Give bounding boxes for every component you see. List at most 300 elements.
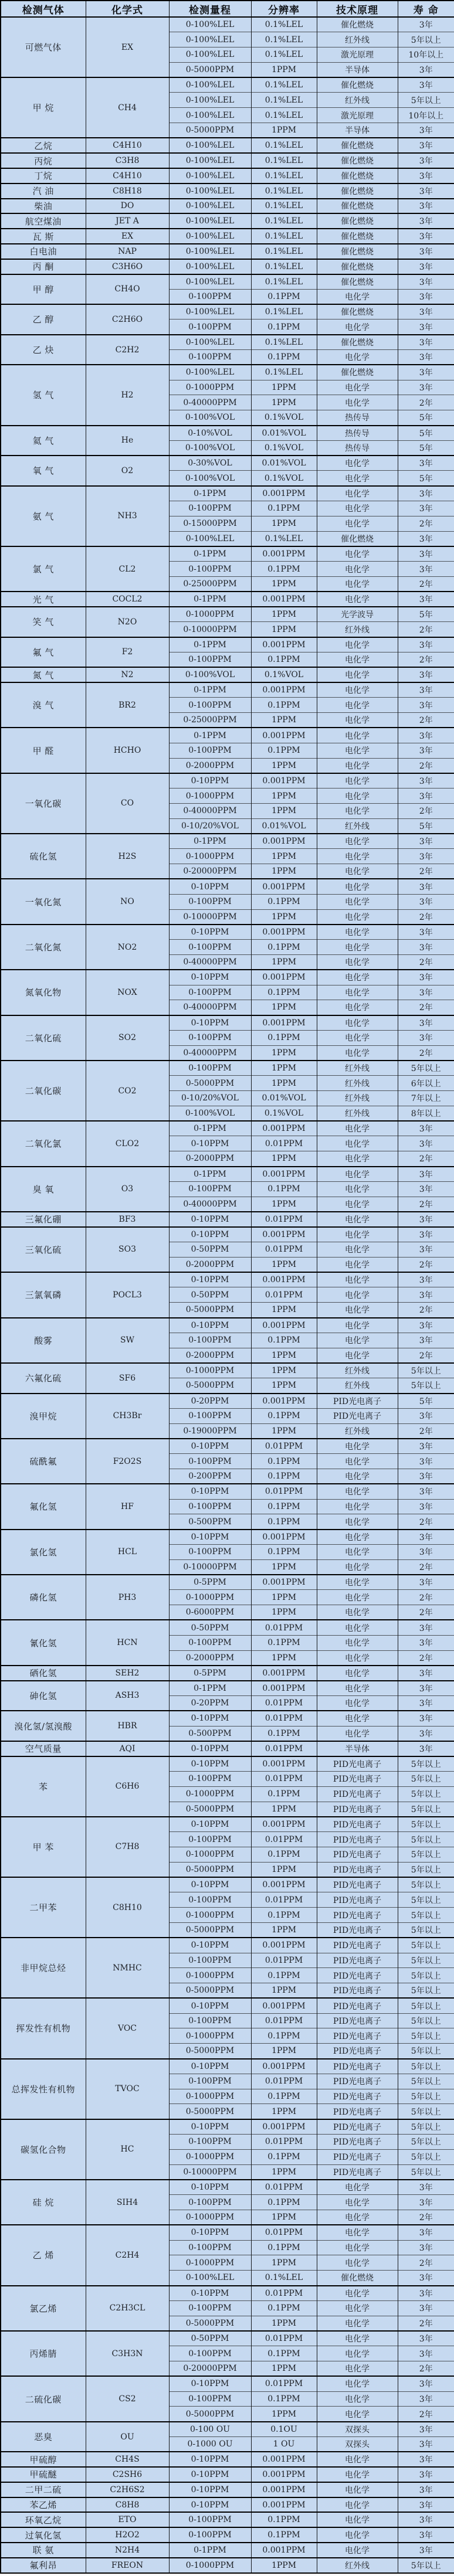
range-cell: 0-100PPM [169,2300,251,2316]
resolution-cell: 1PPM [251,1862,317,1877]
principle-cell: 电化学 [317,1514,398,1530]
range-cell: 0-100PPM [169,1454,251,1469]
principle-cell: 电化学 [317,2225,398,2240]
formula-cell: CO [86,773,169,834]
principle-cell: 电化学 [317,2346,398,2361]
lifespan-cell: 3年 [398,1439,454,1454]
principle-cell: 电化学 [317,1348,398,1363]
lifespan-cell: 3年 [398,2376,454,2391]
principle-cell: 电化学 [317,501,398,516]
range-cell: 0-1000PPM [169,2558,251,2573]
formula-cell: C3H6O [86,259,169,274]
lifespan-cell: 2年 [398,2361,454,2377]
principle-cell: 电化学 [317,1015,398,1031]
principle-cell: 电化学 [317,1635,398,1650]
principle-cell: 电化学 [317,2180,398,2195]
range-cell: 0-100PPM [169,698,251,713]
lifespan-cell: 3年 [398,183,454,199]
range-cell: 0-100PPM [169,1333,251,1348]
gas-name-cell: 甲 醛 [1,728,86,773]
formula-cell: NO2 [86,925,169,970]
principle-cell: 红外线 [317,1061,398,1076]
resolution-cell: 0.1PPM [251,2346,317,2361]
gas-name-cell: 氰化氢 [1,1620,86,1665]
table-row [1,365,454,380]
formula-cell: SO3 [86,1227,169,1272]
lifespan-cell: 3年 [398,2497,454,2513]
resolution-cell: 0.1%LEL [251,32,317,47]
resolution-cell: 1PPM [251,1257,317,1272]
principle-cell: 红外线 [317,622,398,637]
gas-name-cell: 环氧乙烷 [1,2512,86,2527]
gas-name-cell: 甲 醇 [1,274,86,305]
principle-cell: PID光电离子 [317,1877,398,1892]
range-cell: 0-1000PPM [169,1363,251,1378]
resolution-cell: 0.1PPM [251,1454,317,1469]
lifespan-cell: 5年以上 [398,2028,454,2044]
gas-name-cell: 苯 [1,1756,86,1817]
principle-cell: 催化燃烧 [317,365,398,380]
principle-cell: 半导体 [317,1741,398,1756]
range-cell: 0-100PPM [169,2512,251,2527]
lifespan-cell: 2年 [398,1151,454,1167]
gas-name-cell: 丙 酮 [1,259,86,274]
range-cell: 0-100PPM [169,2135,251,2150]
lifespan-cell: 2年 [398,395,454,410]
range-cell: 0-2000PPM [169,1257,251,1272]
resolution-cell: 1PPM [251,1983,317,1999]
lifespan-cell: 3年 [398,546,454,562]
principle-cell: 双探头 [317,2437,398,2452]
resolution-cell: 0.001PPM [251,834,317,849]
principle-cell: 电化学 [317,909,398,925]
principle-cell: 电化学 [317,562,398,577]
resolution-cell: 0.1%LEL [251,77,317,93]
lifespan-cell: 3年 [398,213,454,229]
resolution-cell: 0.001PPM [251,1666,317,1681]
resolution-cell: 0.1PPM [251,1847,317,1862]
gas-name-cell: 过氧化氢 [1,2527,86,2543]
principle-cell: 催化燃烧 [317,259,398,274]
range-cell: 0-100%VOL [169,471,251,486]
resolution-cell: 1PPM [251,713,317,728]
table-row [1,592,454,607]
lifespan-cell: 3年 [398,1741,454,1756]
range-cell: 0-100PPM [169,350,251,365]
resolution-cell: 0.001PPM [251,2119,317,2135]
resolution-cell: 0.1%LEL [251,168,317,183]
lifespan-cell: 5年以上 [398,2149,454,2164]
principle-cell: 电化学 [317,1045,398,1061]
principle-cell: 电化学 [317,637,398,653]
lifespan-cell: 3年 [398,199,454,214]
table-row [1,456,454,471]
formula-cell: CS2 [86,2376,169,2421]
resolution-cell: 0.1PPM [251,2300,317,2316]
principle-cell: PID光电离子 [317,1817,398,1832]
lifespan-cell: 2年 [398,1348,454,1363]
formula-cell: SIH4 [86,2180,169,2225]
table-row [1,2180,454,2195]
lifespan-cell: 3年 [398,1015,454,1031]
range-cell: 0-100PPM [169,2240,251,2255]
gas-name-cell: 二甲苯 [1,1877,86,1938]
resolution-cell: 0.1PPM [251,1333,317,1348]
lifespan-cell: 5年以上 [398,1922,454,1938]
resolution-cell: 1PPM [251,1045,317,1061]
lifespan-cell: 3年 [398,1454,454,1469]
principle-cell: PID光电离子 [317,2089,398,2104]
principle-cell: 催化燃烧 [317,2271,398,2286]
resolution-cell: 0.1PPM [251,1544,317,1559]
lifespan-cell: 5年以上 [398,1892,454,1908]
resolution-cell: 0.1PPM [251,2028,317,2044]
principle-cell: 电化学 [317,652,398,667]
resolution-cell: 0.1%LEL [251,259,317,274]
range-cell: 0-2000PPM [169,1650,251,1666]
lifespan-cell: 5年以上 [398,2059,454,2074]
range-cell: 0-100PPM [169,1499,251,1514]
principle-cell: PID光电离子 [317,1832,398,1847]
lifespan-cell: 3年 [398,2543,454,2558]
lifespan-cell: 3年 [398,153,454,168]
range-cell: 0-100PPM [169,1061,251,1076]
gas-name-cell: 二硫化碳 [1,2376,86,2421]
range-cell: 0-10PPM [169,1015,251,1031]
range-cell: 0-1000PPM [169,1847,251,1862]
range-cell: 0-10PPM [169,1756,251,1772]
resolution-cell: 0.1PPM [251,2512,317,2527]
table-row [1,2512,454,2527]
gas-name-cell: 丁烷 [1,168,86,183]
formula-cell: H2S [86,834,169,879]
resolution-cell: 0.1PPM [251,2527,317,2543]
column-header-formula: 化学式 [86,1,169,17]
principle-cell: 电化学 [317,2376,398,2391]
lifespan-cell: 10年以上 [398,108,454,123]
resolution-cell: 1PPM [251,1348,317,1363]
lifespan-cell: 5年以上 [398,1786,454,1802]
range-cell: 0-1PPM [169,592,251,607]
table-row [1,728,454,743]
range-cell: 0-100PPM [169,743,251,758]
resolution-cell: 1PPM [251,123,317,138]
gas-name-cell: 甲硫醚 [1,2467,86,2482]
formula-cell: O3 [86,1167,169,1212]
range-cell: 0-2000PPM [169,758,251,773]
range-cell: 0-40000PPM [169,1197,251,1212]
principle-cell: 电化学 [317,954,398,970]
resolution-cell: 0.1%VOL [251,410,317,426]
principle-cell: 电化学 [317,2240,398,2255]
lifespan-cell: 3年 [398,849,454,864]
range-cell: 0-1000PPM [169,2149,251,2164]
resolution-cell: 0.001PPM [251,546,317,562]
table-row [1,2059,454,2074]
lifespan-cell: 2年 [398,2316,454,2331]
resolution-cell: 1PPM [251,2255,317,2271]
lifespan-cell: 3年 [398,17,454,32]
resolution-cell: 0.1%VOL [251,440,317,456]
principle-cell: 电化学 [317,1287,398,1303]
range-cell: 0-1PPM [169,728,251,743]
range-cell: 0-1PPM [169,486,251,501]
table-row [1,1167,454,1182]
principle-cell: 电化学 [317,1227,398,1242]
range-cell: 0-100PPM [169,940,251,955]
resolution-cell: 0.01PPM [251,2180,317,2195]
resolution-cell: 0.01PPM [251,1741,317,1756]
formula-cell: BF3 [86,1212,169,1227]
range-cell: 0-10PPM [169,1711,251,1726]
range-cell: 0-1000PPM [169,607,251,622]
gas-name-cell: 氮氧化物 [1,970,86,1015]
resolution-cell: 1PPM [251,2361,317,2377]
range-cell: 0-1PPM [169,682,251,698]
formula-cell: AQI [86,1741,169,1756]
lifespan-cell: 3年 [398,335,454,350]
range-cell: 0-10PPM [169,925,251,940]
lifespan-cell: 3年 [398,925,454,940]
principle-cell: 电化学 [317,1197,398,1212]
formula-cell: H2 [86,365,169,425]
range-cell: 0-10/20%VOL [169,1091,251,1106]
formula-cell: CO2 [86,1061,169,1121]
principle-cell: PID光电离子 [317,1802,398,1817]
lifespan-cell: 3年 [398,1408,454,1423]
principle-cell: 电化学 [317,1484,398,1499]
resolution-cell: 0.01%VOL [251,818,317,834]
resolution-cell: 1PPM [251,1378,317,1394]
resolution-cell: 0.1PPM [251,1786,317,1802]
lifespan-cell: 3年 [398,168,454,183]
principle-cell: 电化学 [317,1000,398,1015]
range-cell: 0-5000PPM [169,1983,251,1999]
resolution-cell: 0.001PPM [251,1575,317,1590]
lifespan-cell: 3年 [398,320,454,335]
range-cell: 0-100PPM [169,985,251,1000]
table-row [1,637,454,653]
formula-cell: HCHO [86,728,169,773]
principle-cell: PID光电离子 [317,1771,398,1786]
principle-cell: 电化学 [317,698,398,713]
gas-name-cell: 乙 烯 [1,2225,86,2285]
principle-cell: 红外线 [317,818,398,834]
lifespan-cell: 6年以上 [398,1076,454,1091]
resolution-cell: 0.01PPM [251,2135,317,2150]
range-cell: 0-100PPM [169,1953,251,1968]
lifespan-cell: 3年 [398,1499,454,1514]
table-row [1,259,454,274]
lifespan-cell: 8年以上 [398,1106,454,1121]
principle-cell: 红外线 [317,1363,398,1378]
range-cell: 0-100PPM [169,1832,251,1847]
principle-cell: 红外线 [317,93,398,108]
principle-cell: PID光电离子 [317,1408,398,1423]
table-row [1,1121,454,1136]
range-cell: 0-1000PPM [169,380,251,395]
principle-cell: 电化学 [317,1544,398,1559]
lifespan-cell: 3年 [398,2482,454,2497]
lifespan-cell: 3年 [398,259,454,274]
range-cell: 0-10PPM [169,1817,251,1832]
range-cell: 0-2000PPM [169,1151,251,1167]
principle-cell: 电化学 [317,2512,398,2527]
principle-cell: 红外线 [317,1076,398,1091]
principle-cell: 电化学 [317,789,398,804]
principle-cell: 电化学 [317,546,398,562]
lifespan-cell: 3年 [398,501,454,516]
resolution-cell: 0.1PPM [251,350,317,365]
resolution-cell: 1PPM [251,954,317,970]
gas-name-cell: 硫化氢 [1,834,86,879]
resolution-cell: 1PPM [251,789,317,804]
gas-name-cell: 非甲烷总烃 [1,1938,86,1998]
range-cell: 0-10PPM [169,1227,251,1242]
lifespan-cell: 3年 [398,1242,454,1258]
principle-cell: 电化学 [317,1303,398,1318]
principle-cell: 电化学 [317,380,398,395]
table-row [1,1439,454,1454]
column-header-principle: 技术原理 [317,1,398,17]
principle-cell: PID光电离子 [317,1786,398,1802]
principle-cell: PID光电离子 [317,1998,398,2013]
gas-name-cell: 丙烷 [1,153,86,168]
range-cell: 0-500PPM [169,1726,251,1741]
range-cell: 0-100PPM [169,1181,251,1197]
lifespan-cell: 3年 [398,62,454,77]
range-cell: 0-10PPM [169,1741,251,1756]
formula-cell: CL2 [86,546,169,592]
principle-cell: 电化学 [317,395,398,410]
range-cell: 0-100PPM [169,652,251,667]
resolution-cell: 1PPM [251,1559,317,1575]
principle-cell: 催化燃烧 [317,304,398,320]
table-row [1,304,454,320]
lifespan-cell: 3年 [398,123,454,138]
lifespan-cell: 5年以上 [398,1817,454,1832]
principle-cell: 电化学 [317,1121,398,1136]
resolution-cell: 0.1%LEL [251,365,317,380]
resolution-cell: 1PPM [251,1423,317,1439]
principle-cell: 激光原理 [317,108,398,123]
gas-name-cell: 空气质量 [1,1741,86,1756]
resolution-cell: 0.1%LEL [251,2271,317,2286]
lifespan-cell: 3年 [398,1544,454,1559]
formula-cell: HF [86,1484,169,1529]
table-row [1,17,454,32]
table-row [1,244,454,259]
table-row [1,2527,454,2543]
range-cell: 0-100PPM [169,1635,251,1650]
formula-cell: COCL2 [86,592,169,607]
lifespan-cell: 5年以上 [398,1968,454,1983]
table-row [1,1530,454,1545]
principle-cell: 电化学 [317,2195,398,2210]
range-cell: 0-5PPM [169,1666,251,1681]
lifespan-cell: 2年 [398,1423,454,1439]
range-cell: 0-20PPM [169,1695,251,1711]
table-row [1,486,454,501]
range-cell: 0-5000PPM [169,2407,251,2422]
principle-cell: PID光电离子 [317,1938,398,1953]
resolution-cell: 1PPM [251,803,317,818]
lifespan-cell: 3年 [398,834,454,849]
principle-cell: PID光电离子 [317,1922,398,1938]
column-header-resolution: 分辨率 [251,1,317,17]
lifespan-cell: 3年 [398,1711,454,1726]
resolution-cell: 0.1PPM [251,698,317,713]
principle-cell: 催化燃烧 [317,17,398,32]
principle-cell: 电化学 [317,773,398,789]
gas-name-cell: 甲 烷 [1,77,86,138]
table-row [1,773,454,789]
principle-cell: PID光电离子 [317,2149,398,2164]
principle-cell: PID光电离子 [317,1953,398,1968]
resolution-cell: 0.001PPM [251,1121,317,1136]
principle-cell: 电化学 [317,2361,398,2377]
table-row [1,168,454,183]
lifespan-cell: 2年 [398,1257,454,1272]
principle-cell: 电化学 [317,864,398,879]
lifespan-cell: 3年 [398,229,454,244]
formula-cell: CH4 [86,77,169,138]
lifespan-cell: 3年 [398,789,454,804]
resolution-cell: 1PPM [251,2210,317,2225]
principle-cell: 电化学 [317,1499,398,1514]
resolution-cell: 0.001PPM [251,1318,317,1333]
table-row [1,2422,454,2437]
principle-cell: PID光电离子 [317,1394,398,1409]
lifespan-cell: 3年 [398,562,454,577]
lifespan-cell: 5年 [398,426,454,441]
range-cell: 0-10PPM [169,2119,251,2135]
lifespan-cell: 3年 [398,592,454,607]
principle-cell: 电化学 [317,1272,398,1287]
lifespan-cell: 2年 [398,909,454,925]
table-row [1,1575,454,1590]
lifespan-cell: 5年以上 [398,32,454,47]
principle-cell: 催化燃烧 [317,153,398,168]
range-cell: 0-100%LEL [169,213,251,229]
range-cell: 0-5000PPM [169,1922,251,1938]
formula-cell: N2O [86,607,169,637]
principle-cell: 电化学 [317,289,398,304]
range-cell: 0-10PPM [169,879,251,894]
lifespan-cell: 5年 [398,471,454,486]
lifespan-cell: 2年 [398,1605,454,1620]
range-cell: 0-100%LEL [169,108,251,123]
principle-cell: 电化学 [317,985,398,1000]
formula-cell: HCN [86,1620,169,1665]
range-cell: 0-19000PPM [169,1423,251,1439]
range-cell: 0-10PPM [169,2467,251,2482]
principle-cell: PID光电离子 [317,2059,398,2074]
principle-cell: 电化学 [317,1454,398,1469]
table-row [1,2376,454,2391]
range-cell: 0-10PPM [169,1136,251,1151]
resolution-cell: 0.01%VOL [251,1091,317,1106]
resolution-cell: 0.001PPM [251,2059,317,2074]
resolution-cell: 0.01%VOL [251,456,317,471]
resolution-cell: 1PPM [251,62,317,77]
lifespan-cell: 3年 [398,456,454,471]
lifespan-cell: 2年 [398,2210,454,2225]
table-row [1,1363,454,1378]
principle-cell: PID光电离子 [317,2135,398,2150]
lifespan-cell: 3年 [398,2452,454,2467]
gas-name-cell: 臭 氧 [1,1167,86,1212]
